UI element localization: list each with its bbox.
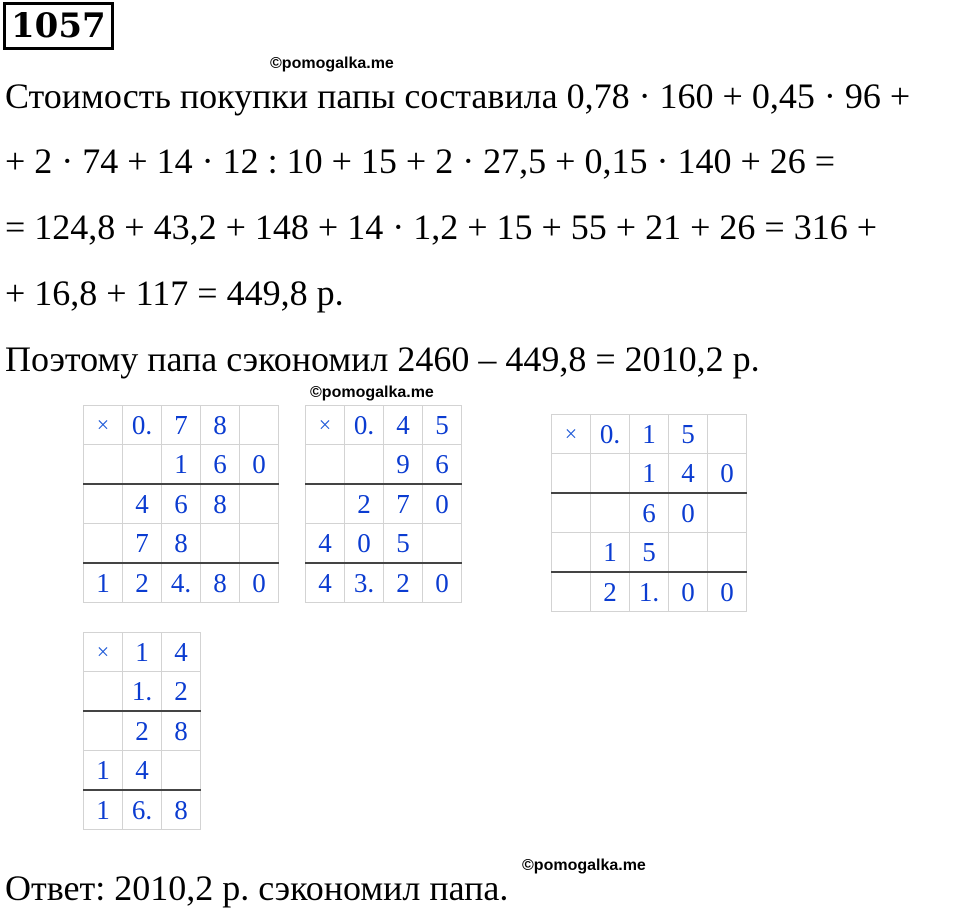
calc-cell <box>708 493 747 533</box>
calc-row <box>84 484 279 524</box>
calc-cell <box>84 524 123 564</box>
calc-cell <box>240 484 279 524</box>
calc-cell: 4 <box>306 524 345 564</box>
calc-cell: 1. <box>630 572 669 612</box>
calc-row <box>84 672 201 712</box>
calc-cell: 8 <box>162 524 201 564</box>
calc-cell: 5 <box>630 533 669 573</box>
calc-cell <box>669 533 708 573</box>
calc-cell: 6. <box>123 790 162 830</box>
calc-row <box>552 533 747 573</box>
calc-cell <box>306 445 345 485</box>
calc-cell <box>708 533 747 573</box>
calc-cell: 0 <box>423 484 462 524</box>
calc-cell <box>84 484 123 524</box>
calc-cell: 8 <box>201 563 240 603</box>
calc-row <box>306 563 462 603</box>
text-line-3: = 124,8 + 43,2 + 148 + 14 · 1,2 + 15 + 55 + 21 + 26 = 316 + <box>5 207 878 247</box>
calc-cell: 0 <box>423 563 462 603</box>
watermark: ©pomogalka.me <box>522 857 646 874</box>
calc-cell <box>201 524 240 564</box>
text-line-2: + 2 · 74 + 14 · 12 : 10 + 15 + 2 · 27,5 + 0,15 · 140 + 26 = <box>5 141 836 181</box>
calc-cell <box>162 751 201 791</box>
calc-mult-0-45-by-96 <box>305 405 462 603</box>
calc-cell: 7 <box>162 406 201 445</box>
watermark: ©pomogalka.me <box>310 384 434 401</box>
calc-cell: 2 <box>123 563 162 603</box>
calc-cell: 9 <box>384 445 423 485</box>
text-line-4: + 16,8 + 117 = 449,8 р. <box>5 273 344 313</box>
calc-cell: 2 <box>384 563 423 603</box>
calc-cell: 1 <box>162 445 201 485</box>
calc-row <box>84 445 279 485</box>
calc-cell: 0. <box>345 406 384 445</box>
text-line-5: Поэтому папа сэкономил 2460 – 449,8 = 2010,2 р. <box>5 339 760 379</box>
calc-cell: 8 <box>201 406 240 445</box>
calc-cell <box>240 524 279 564</box>
multiply-sign: × <box>552 415 591 454</box>
calc-cell: 0 <box>345 524 384 564</box>
calc-cell <box>423 524 462 564</box>
calc-row <box>306 524 462 564</box>
calc-row <box>306 406 462 445</box>
calc-row <box>84 790 201 830</box>
calc-cell: 4. <box>162 563 201 603</box>
calc-row <box>84 711 201 751</box>
calc-cell <box>306 484 345 524</box>
calc-cell <box>123 445 162 485</box>
calc-row <box>84 751 201 791</box>
calc-cell <box>552 572 591 612</box>
calc-cell <box>552 493 591 533</box>
calc-cell <box>708 415 747 454</box>
calc-mult-14-by-1-2 <box>83 632 201 830</box>
calc-cell <box>84 672 123 712</box>
calc-cell: 4 <box>306 563 345 603</box>
calc-mult-0-15-by-140 <box>551 414 747 612</box>
calc-cell: 4 <box>123 484 162 524</box>
calc-row <box>84 633 201 672</box>
calc-cell: 2 <box>591 572 630 612</box>
calc-row <box>306 484 462 524</box>
calc-cell: 3. <box>345 563 384 603</box>
multiply-sign: × <box>84 633 123 672</box>
calc-row <box>84 524 279 564</box>
calc-cell <box>84 445 123 485</box>
calc-cell: 1 <box>591 533 630 573</box>
calc-cell: 0. <box>591 415 630 454</box>
calc-cell: 4 <box>384 406 423 445</box>
calc-cell <box>552 533 591 573</box>
calc-cell: 1. <box>123 672 162 712</box>
problem-number: 1057 <box>3 2 114 50</box>
answer-line: Ответ: 2010,2 р. сэкономил папа. <box>5 868 509 908</box>
calc-cell: 1 <box>84 751 123 791</box>
calc-cell <box>591 493 630 533</box>
calc-cell: 0 <box>708 454 747 494</box>
calc-row <box>552 454 747 494</box>
calc-cell: 0 <box>669 572 708 612</box>
calc-cell: 7 <box>123 524 162 564</box>
calc-cell: 2 <box>345 484 384 524</box>
calc-row <box>552 493 747 533</box>
calc-row <box>306 445 462 485</box>
calc-cell: 5 <box>384 524 423 564</box>
calc-cell <box>552 454 591 494</box>
calc-mult-0-78-by-160 <box>83 405 279 603</box>
calc-cell: 2 <box>162 672 201 712</box>
calc-cell: 1 <box>84 563 123 603</box>
calc-cell: 6 <box>423 445 462 485</box>
calc-cell <box>240 406 279 445</box>
text-line-1: Стоимость покупки папы составила 0,78 · 160 + 0,45 · 96 + <box>5 76 911 116</box>
calc-cell <box>591 454 630 494</box>
multiply-sign: × <box>84 406 123 445</box>
calc-cell: 0 <box>669 493 708 533</box>
calc-cell: 8 <box>162 790 201 830</box>
calc-cell: 1 <box>123 633 162 672</box>
calc-cell <box>84 711 123 751</box>
calc-row <box>552 415 747 454</box>
calc-cell: 0 <box>240 563 279 603</box>
watermark: ©pomogalka.me <box>270 55 394 72</box>
calc-cell: 6 <box>162 484 201 524</box>
calc-cell: 5 <box>423 406 462 445</box>
calc-cell: 8 <box>201 484 240 524</box>
calc-cell: 0 <box>708 572 747 612</box>
calc-row <box>84 406 279 445</box>
calc-cell: 6 <box>201 445 240 485</box>
calc-cell: 1 <box>84 790 123 830</box>
calc-row <box>84 563 279 603</box>
calc-cell: 4 <box>162 633 201 672</box>
calc-cell: 4 <box>669 454 708 494</box>
calc-cell: 1 <box>630 454 669 494</box>
calc-cell: 7 <box>384 484 423 524</box>
calc-cell: 4 <box>123 751 162 791</box>
calc-cell: 6 <box>630 493 669 533</box>
calc-cell <box>345 445 384 485</box>
calc-cell: 0 <box>240 445 279 485</box>
calc-cell: 8 <box>162 711 201 751</box>
calc-row <box>552 572 747 612</box>
multiply-sign: × <box>306 406 345 445</box>
calc-cell: 1 <box>630 415 669 454</box>
calc-cell: 2 <box>123 711 162 751</box>
calc-cell: 5 <box>669 415 708 454</box>
calc-cell: 0. <box>123 406 162 445</box>
